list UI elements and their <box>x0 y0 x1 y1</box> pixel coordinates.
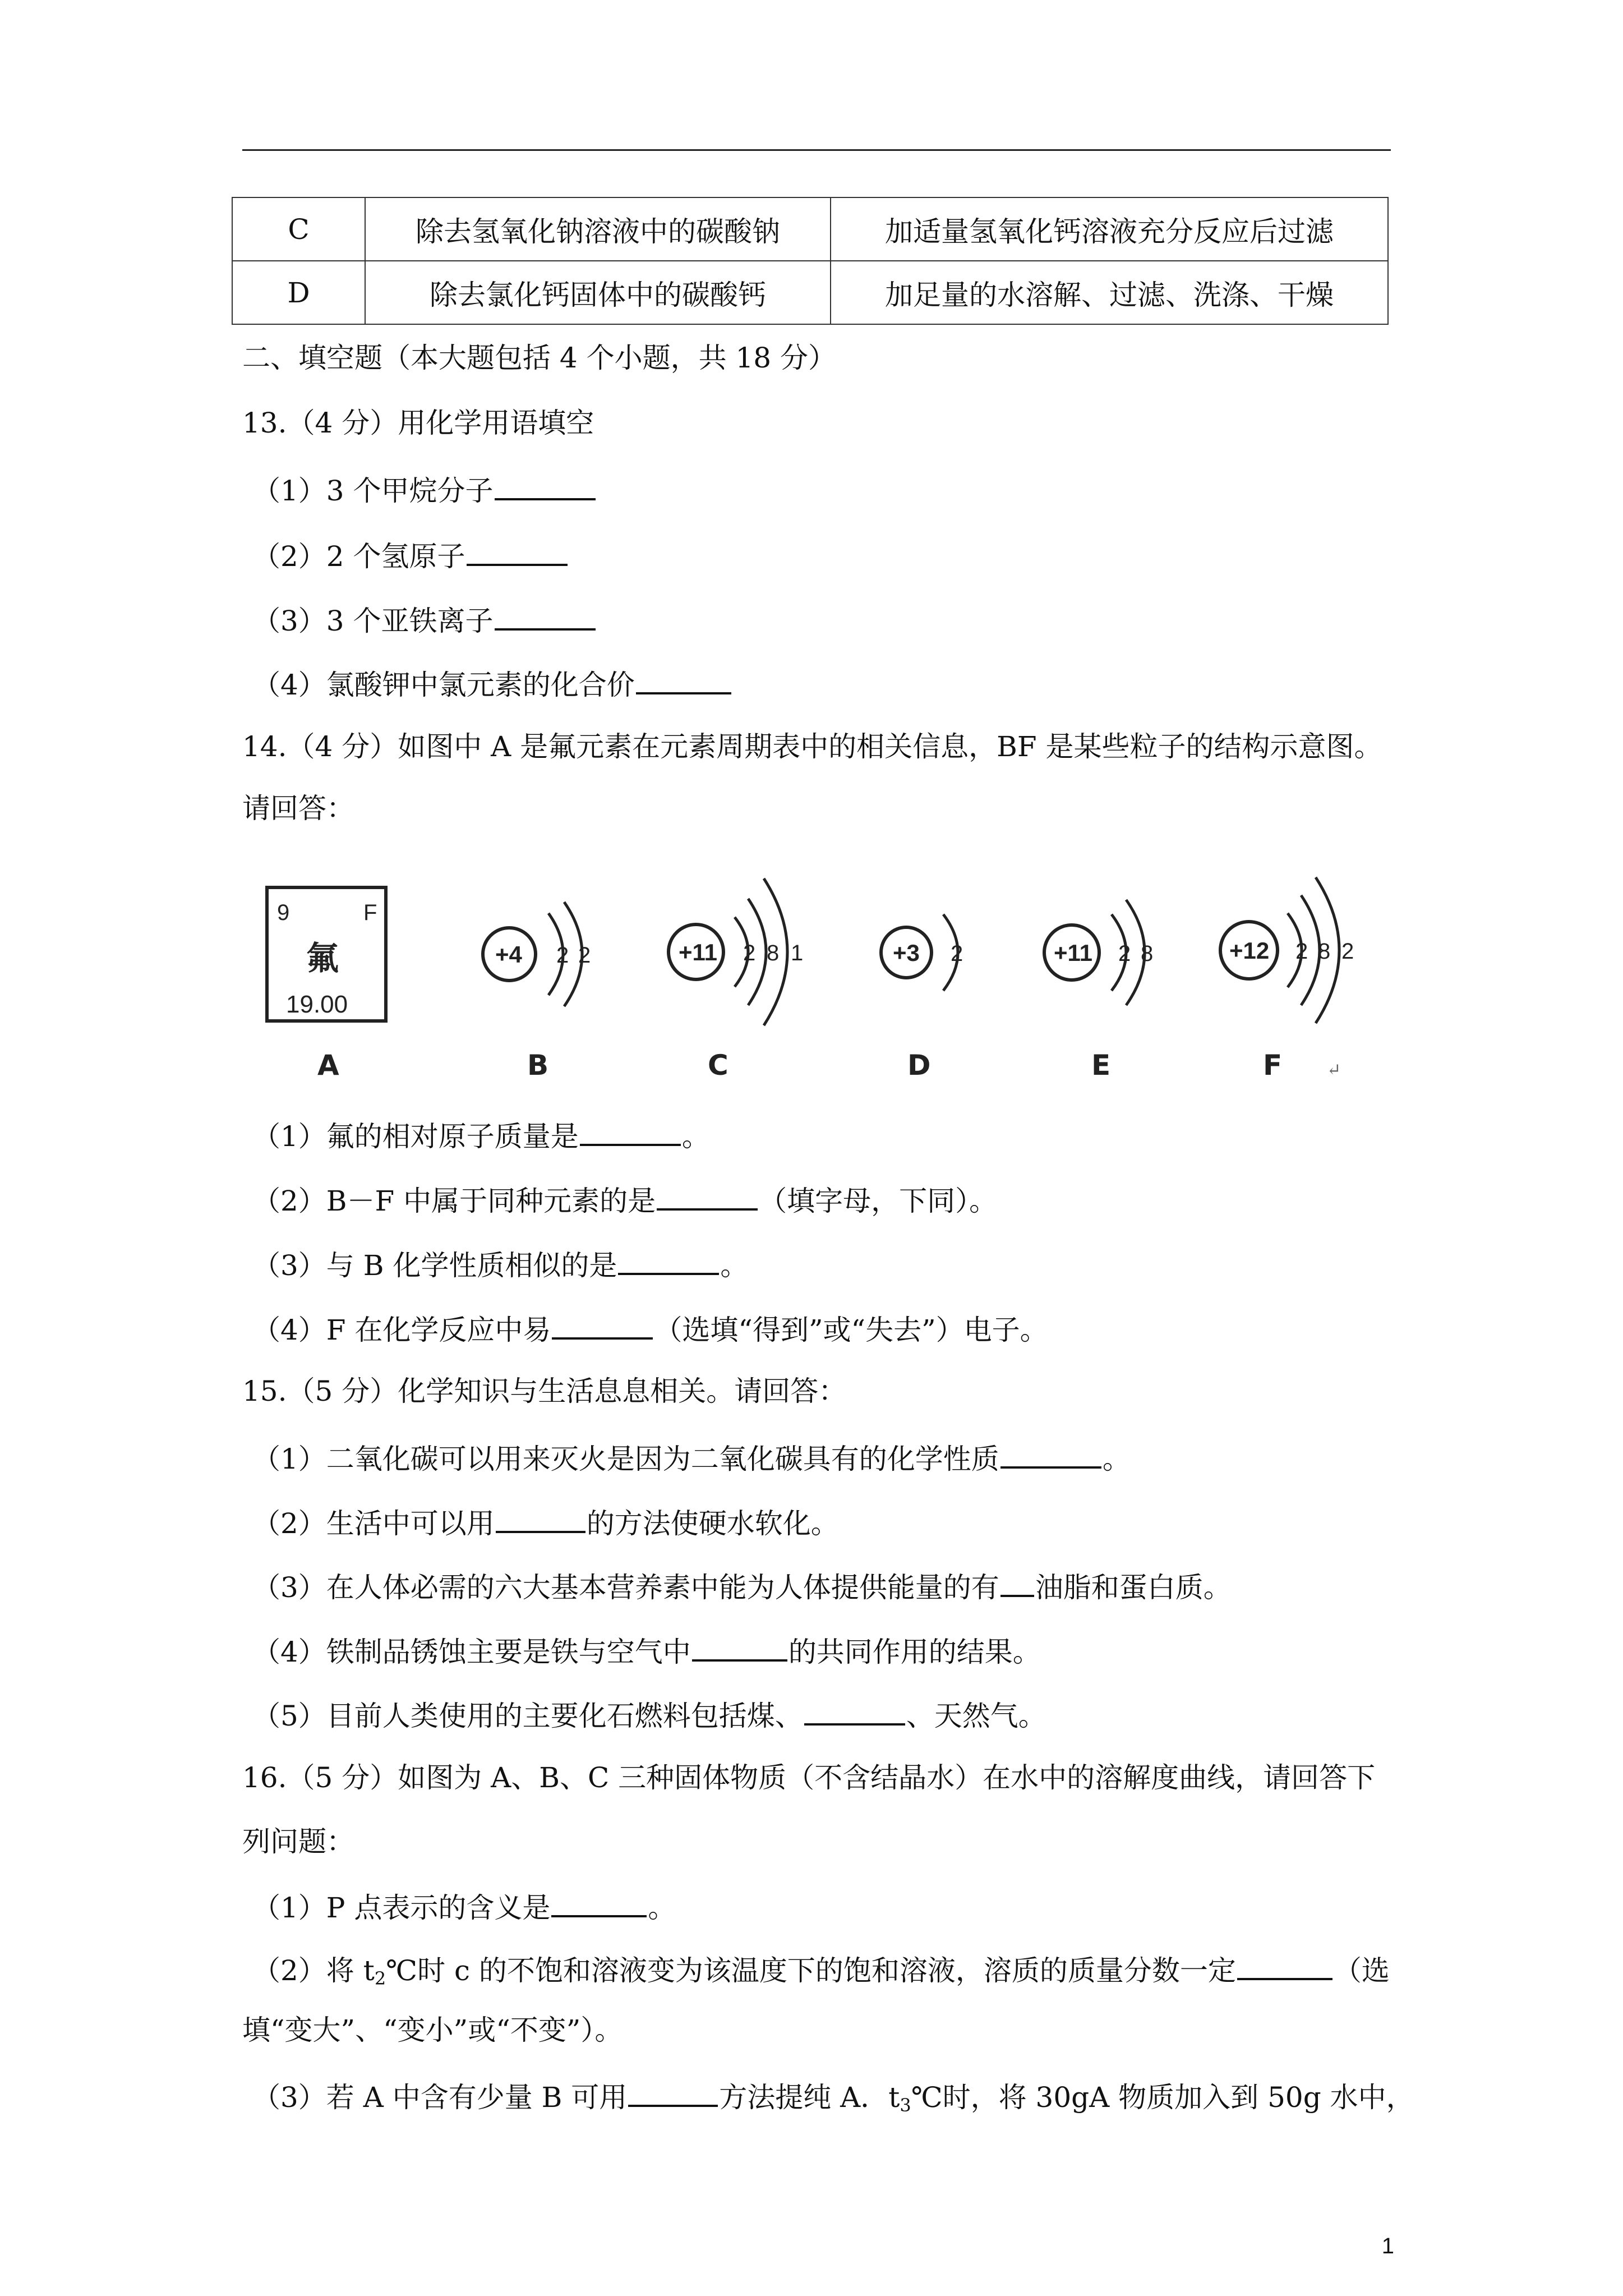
return-mark: ↵ <box>1327 1060 1341 1080</box>
q14-item-1 <box>252 1116 710 1153</box>
shell-electrons: 2 <box>951 941 963 966</box>
q16-item-1 <box>252 1887 676 1925</box>
nucleus-charge: +12 <box>1229 937 1270 964</box>
q14-item-4 <box>252 1309 1048 1347</box>
q16-item-2-mid: ℃时 c 的不饱和溶液变为该温度下的饱和溶液，溶质的质量分数一定 <box>386 1954 1236 1987</box>
atom-e <box>1044 900 1153 1005</box>
q15-item-2 <box>252 1503 839 1540</box>
q14-item-3-end: 。 <box>720 1249 749 1282</box>
shell-electrons: 2 <box>1295 939 1308 964</box>
options-table <box>232 197 1389 325</box>
q16-title-1: 16.（5 分）如图为 A、B、C 三种固体物质（不含结晶水）在水中的溶解度曲线，请回答下 <box>242 1761 1376 1794</box>
answer-blank[interactable] <box>1237 1950 1332 1980</box>
answer-blank[interactable] <box>1000 1438 1101 1469</box>
q13-item-2-text: （2）2 个氢原子 <box>252 540 465 573</box>
nucleus-charge: +11 <box>679 939 717 965</box>
q13-item-4 <box>252 664 732 702</box>
q13-item-3 <box>252 600 597 638</box>
nucleus-charge: +11 <box>1054 940 1092 966</box>
answer-blank[interactable] <box>628 2077 718 2107</box>
q15-item-5-text: （5）目前人类使用的主要化石燃料包括煤、 <box>252 1700 803 1732</box>
q13-item-1 <box>252 470 597 508</box>
q14-item-1-end: 。 <box>681 1120 710 1153</box>
q14-item-2-text: （2）B－F 中属于同种元素的是 <box>252 1185 656 1217</box>
element-number: 9 <box>277 900 290 925</box>
element-name: 氟 <box>306 939 339 977</box>
q15-item-2-end: 的方法使硬水软化。 <box>586 1507 839 1540</box>
option-method: 加适量氢氧化钙溶液充分反应后过滤 <box>831 197 1388 261</box>
table-row <box>232 261 1388 324</box>
option-label: D <box>232 261 365 324</box>
q14-item-2 <box>252 1180 997 1218</box>
answer-blank[interactable] <box>495 470 596 500</box>
option-label: C <box>232 197 365 261</box>
q14-item-3-text: （3）与 B 化学性质相似的是 <box>252 1249 617 1282</box>
shell-electrons: 2 <box>556 943 569 968</box>
answer-blank[interactable] <box>467 536 568 566</box>
q14-item-4-end: （选填“得到”或“失去”）电子。 <box>654 1314 1048 1346</box>
answer-blank[interactable] <box>552 1309 653 1340</box>
q16-item-1-end: 。 <box>648 1892 676 1924</box>
q14-item-2-end: （填字母，下同）。 <box>759 1185 998 1217</box>
q14-item-3 <box>252 1245 748 1282</box>
atom-b <box>483 902 591 1006</box>
nucleus-charge: +4 <box>495 941 522 968</box>
q13-title: 13.（4 分）用化学用语填空 <box>242 407 594 439</box>
shell-electrons: 8 <box>1141 941 1154 966</box>
figure-label-f: F <box>1263 1049 1283 1082</box>
section-title: 二、填空题（本大题包括 4 个小题，共 18 分） <box>242 342 837 374</box>
q14-title-2: 请回答： <box>242 792 354 825</box>
shell-electrons: 2 <box>578 943 591 968</box>
q16-item-3-text: （3）若 A 中含有少量 B 可用 <box>252 2081 628 2114</box>
answer-blank[interactable] <box>618 1245 719 1275</box>
shell-electrons: 1 <box>791 941 804 965</box>
q14-item-1-text: （1）氟的相对原子质量是 <box>252 1120 579 1153</box>
answer-blank[interactable] <box>551 1887 647 1917</box>
q15-item-1-text: （1）二氧化碳可以用来灭火是因为二氧化碳具有的化学性质 <box>252 1443 999 1475</box>
answer-blank[interactable] <box>804 1695 905 1726</box>
q15-item-1-end: 。 <box>1102 1443 1131 1475</box>
q15-item-4-end: 的共同作用的结果。 <box>788 1636 1041 1668</box>
q15-title: 15.（5 分）化学知识与生活息息相关。请回答： <box>242 1375 847 1407</box>
q15-item-3-end: 油脂和蛋白质。 <box>1035 1571 1232 1604</box>
q15-item-3 <box>252 1567 1232 1604</box>
shell-electrons: 2 <box>1341 939 1354 964</box>
q15-item-4-text: （4）铁制品锈蚀主要是铁与空气中 <box>252 1636 691 1668</box>
q13-item-4-text: （4）氯酸钾中氯元素的化合价 <box>252 669 635 701</box>
atom-structure-svg <box>241 858 1391 1094</box>
q15-item-1 <box>252 1438 1131 1476</box>
figure-label-a: A <box>317 1049 339 1082</box>
table-row <box>232 197 1388 261</box>
option-purpose: 除去氢氧化钠溶液中的碳酸钠 <box>365 197 831 261</box>
shell-electrons: 8 <box>1318 939 1331 964</box>
answer-blank[interactable] <box>495 600 596 631</box>
shell-electrons: 8 <box>767 941 780 965</box>
q16-item-1-text: （1）P 点表示的含义是 <box>252 1892 551 1924</box>
answer-blank[interactable] <box>580 1116 681 1146</box>
q15-item-4 <box>252 1631 1041 1669</box>
q15-item-5-end: 、天然气。 <box>906 1700 1046 1732</box>
atom-c <box>668 878 803 1025</box>
page-number: 1 <box>1381 2234 1394 2258</box>
q16-item-3 <box>252 2077 1414 2122</box>
figure-label-b: B <box>527 1049 549 1082</box>
nucleus-charge: +3 <box>893 940 920 966</box>
element-mass: 19.00 <box>286 991 348 1018</box>
atom-structure-figure <box>241 858 1391 1094</box>
q13-item-3-text: （3）3 个亚铁离子 <box>252 605 494 637</box>
atom-d <box>881 914 963 991</box>
answer-blank[interactable] <box>692 1631 787 1662</box>
figure-label-e: E <box>1091 1049 1111 1082</box>
q13-item-2 <box>252 536 569 573</box>
atom-f <box>1220 877 1354 1023</box>
element-symbol: F <box>363 900 377 925</box>
q14-title-1: 14.（4 分）如图中 A 是氟元素在元素周期表中的相关信息，BF 是某些粒子的结构示意图。 <box>242 730 1382 763</box>
shell-electrons: 2 <box>743 941 756 965</box>
q16-item-2-text: （2）将 t <box>252 1954 375 1987</box>
q16-item-2-cont: 填“变大”、“变小”或“不变”）。 <box>242 2014 623 2046</box>
answer-blank[interactable] <box>657 1180 758 1211</box>
header-rule <box>242 149 1391 151</box>
q15-item-5 <box>252 1695 1046 1733</box>
figure-label-d: D <box>907 1049 931 1082</box>
shell-electrons: 2 <box>1118 941 1131 966</box>
temperature-subscript: 2 <box>374 1968 386 1989</box>
q16-item-3-end: ℃时，将 30gA 物质加入到 50g 水中， <box>911 2081 1414 2114</box>
temperature-subscript: 3 <box>900 2095 911 2116</box>
q15-item-3-text: （3）在人体必需的六大基本营养素中能为人体提供能量的有 <box>252 1571 999 1604</box>
q16-item-2 <box>252 1950 1390 1995</box>
figure-label-c: C <box>708 1049 728 1082</box>
q16-item-3-mid: 方法提纯 A．t <box>719 2081 900 2114</box>
q16-item-2-end: （选 <box>1333 1954 1390 1987</box>
option-method: 加足量的水溶解、过滤、洗涤、干燥 <box>831 261 1388 324</box>
q15-item-2-text: （2）生活中可以用 <box>252 1507 495 1540</box>
answer-blank[interactable] <box>496 1503 585 1533</box>
answer-blank[interactable] <box>1000 1567 1034 1597</box>
q13-item-1-text: （1）3 个甲烷分子 <box>252 475 494 507</box>
option-purpose: 除去氯化钙固体中的碳酸钙 <box>365 261 831 324</box>
answer-blank[interactable] <box>636 664 731 694</box>
q16-title-2: 列问题： <box>242 1825 354 1858</box>
q14-item-4-text: （4）F 在化学反应中易 <box>252 1314 551 1346</box>
